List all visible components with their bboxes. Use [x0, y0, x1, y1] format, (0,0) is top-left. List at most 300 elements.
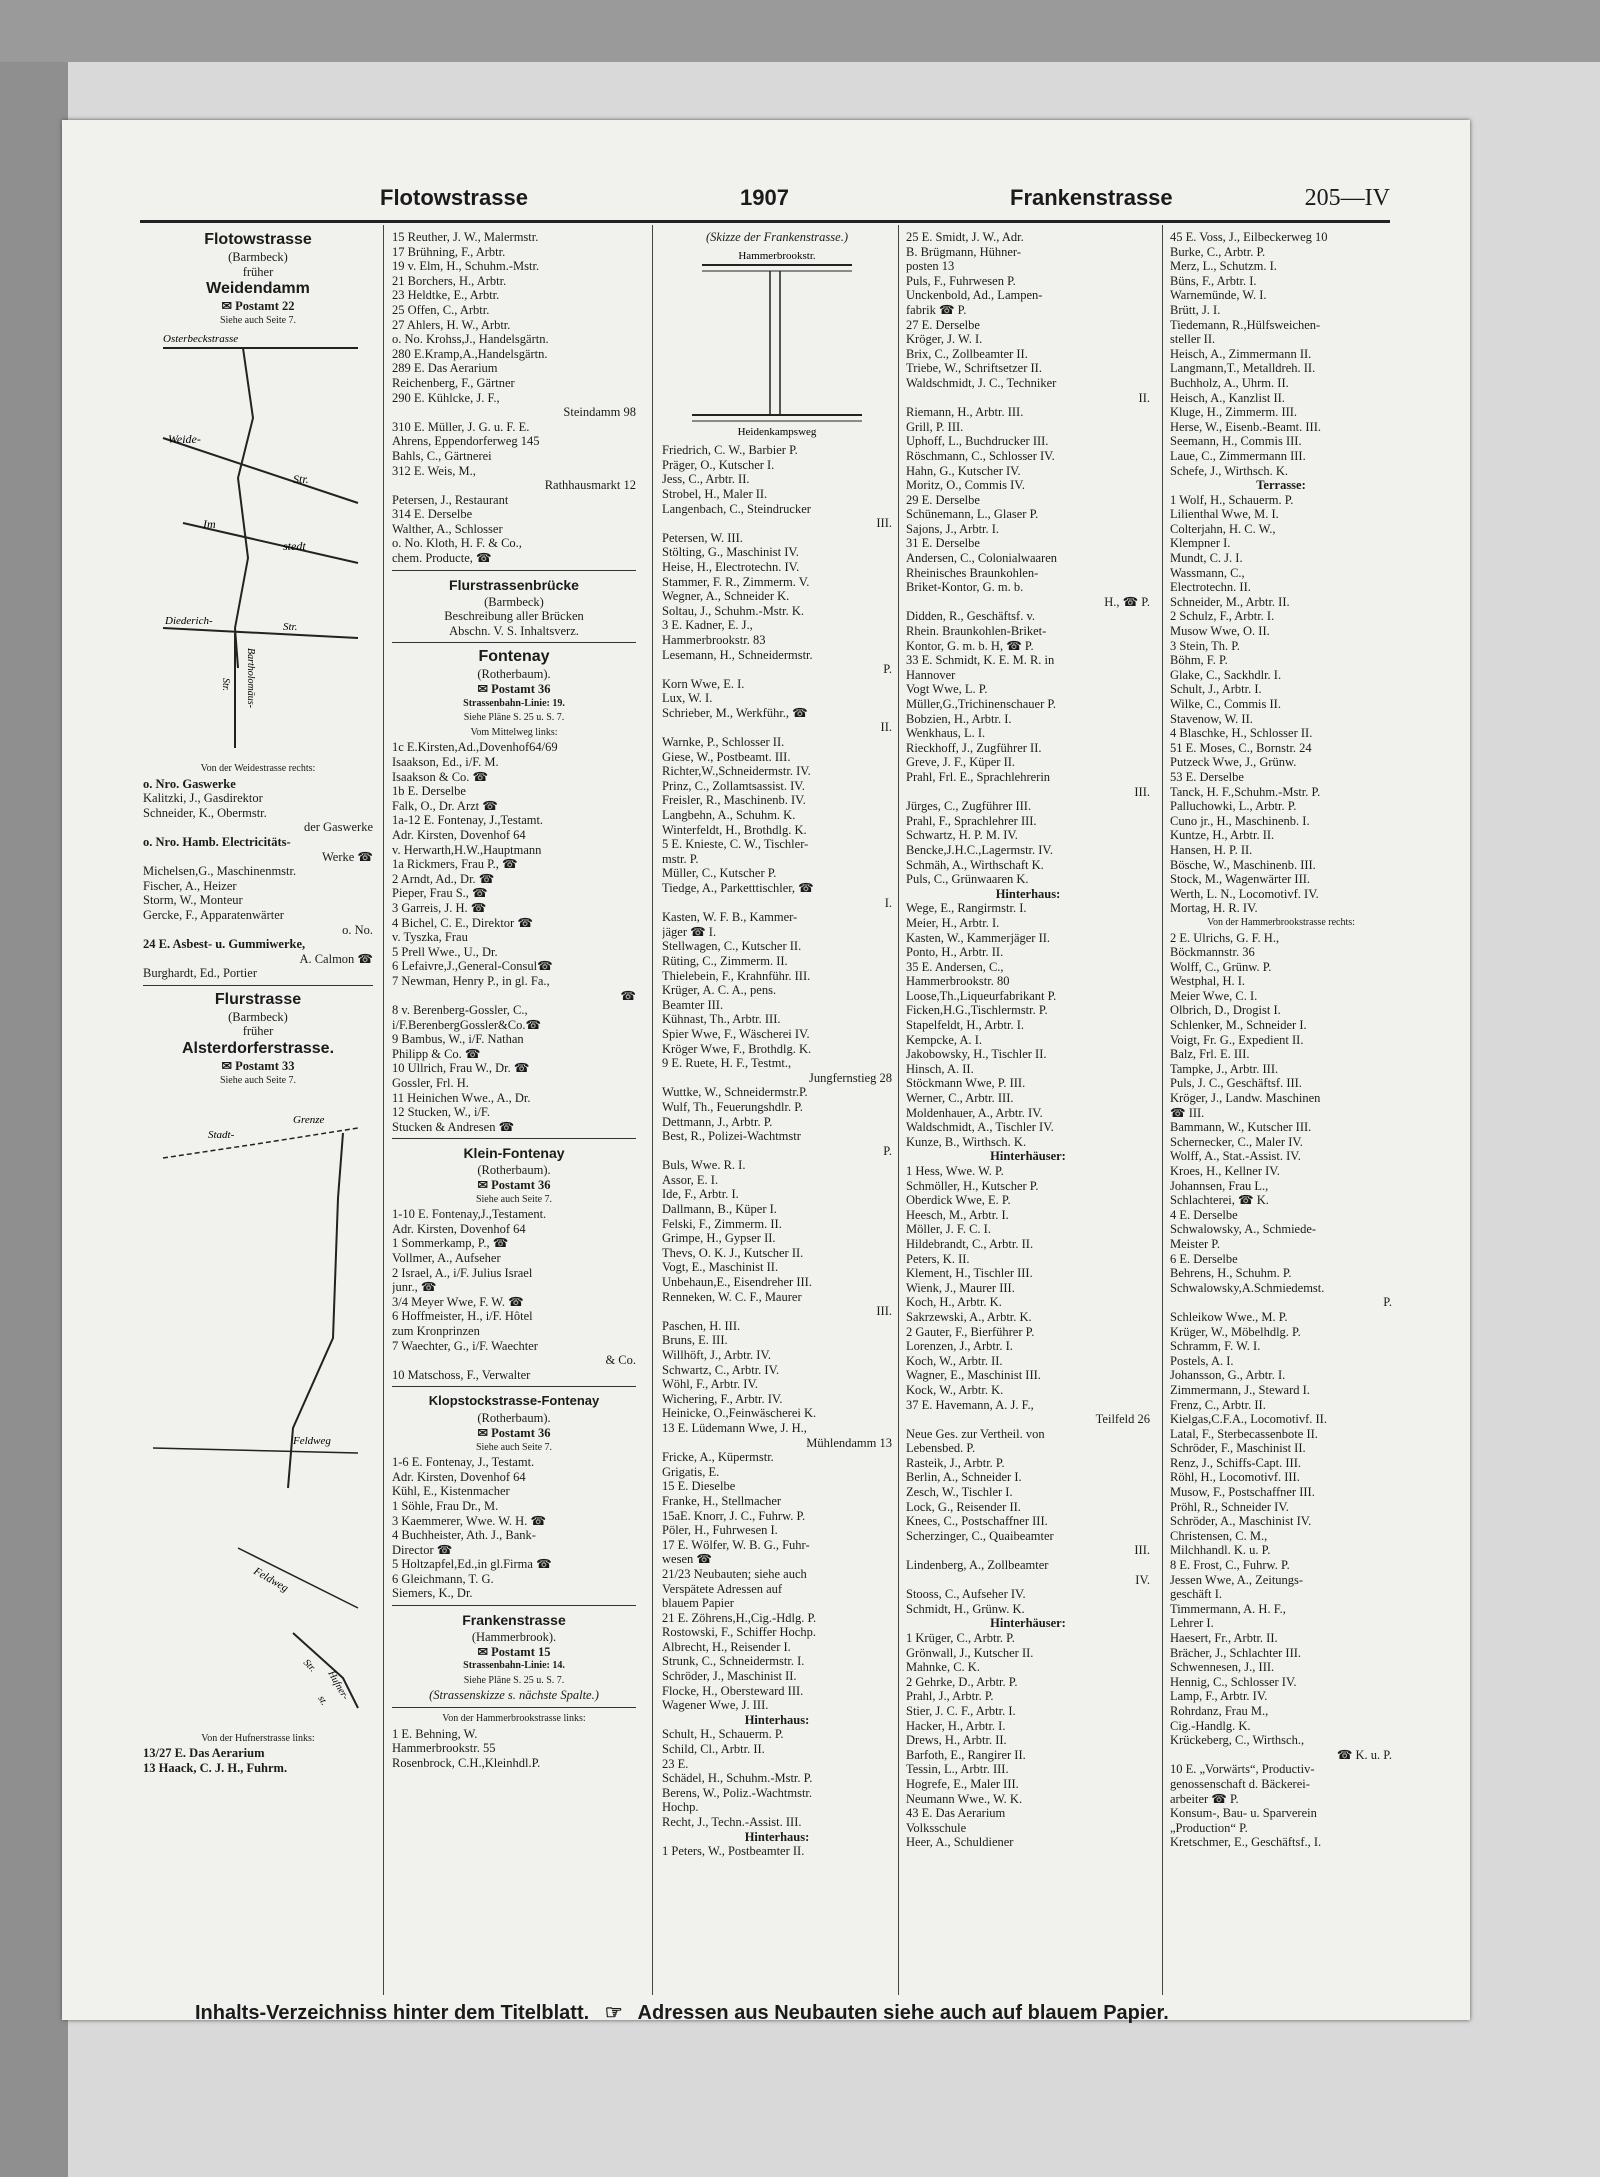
entry: Albrecht, H., Reisender I. [662, 1639, 791, 1654]
entry: Rieckhoff, J., Zugführer II. [906, 740, 1042, 755]
entries-frankenstrasse-cont [906, 230, 1150, 1850]
entry: Langbehn, A., Schuhm. K. [662, 808, 796, 823]
header-year: 1907 [740, 185, 789, 210]
entry: III. [1134, 784, 1150, 799]
entry: Mühlendamm 13 [806, 1435, 892, 1450]
entry: Schmidt, H., Grünw. K. [906, 1601, 1025, 1616]
entry: 6 Hoffmeister, H., i/F. Hôtel [392, 1309, 533, 1324]
entry: Tiedemann, R.,Hülfsweichen- [1170, 317, 1321, 332]
entry: Schmöller, H., Kutscher P. [906, 1178, 1039, 1193]
entry: Wöhl, F., Arbtr. IV. [662, 1377, 758, 1392]
column-4 [906, 230, 1150, 1850]
entry: Haesert, Fr., Arbtr. II. [1170, 1631, 1278, 1645]
entry: v. Tyszka, Frau [392, 930, 468, 945]
entry: II. [1138, 390, 1150, 405]
entry: 11 Heinichen Wwe., A., Dr. [392, 1090, 531, 1105]
entry: 1c E.Kirsten,Ad.,Dovenhof64/69 [392, 740, 558, 755]
entry: Böhm, F. P. [1170, 653, 1228, 668]
entry: 24 E. Asbest- u. Gummiwerke, [143, 937, 306, 952]
entry: Franke, H., Stellmacher [662, 1493, 782, 1508]
entry: Puls, C., Grünwaaren K. [906, 872, 1029, 887]
entry: Jess, C., Arbtr. II. [662, 472, 750, 487]
entry: 9 Bambus, W., i/F. Nathan [392, 1032, 524, 1047]
map-label: Grenze [293, 1114, 325, 1127]
entry: blauem Papier [662, 1596, 734, 1611]
postamt: ✉ Postamt 15 [477, 1644, 551, 1659]
entry: Kröger, J. W. I. [906, 332, 983, 347]
entry: Pieper, Frau S., ☎ [392, 886, 488, 901]
entry: Isaakson, Ed., i/F. M. [392, 755, 499, 769]
entry: Teilfeld 26 [1095, 1412, 1150, 1427]
entry: Kühl, E., Kistenmacher [392, 1484, 510, 1499]
entry: Heisch, A., Zimmermann II. [1170, 346, 1312, 361]
entry: Heinicke, O.,Feinwäscherei K. [662, 1406, 817, 1421]
entry: 12 Stucken, W., i/F. [392, 1105, 490, 1120]
entry: 2 Gauter, F., Bierführer P. [906, 1324, 1035, 1339]
entry: Rasteik, J., Arbtr. P. [906, 1455, 1005, 1470]
entry: 51 E. Moses, C., Bornstr. 24 [1170, 740, 1312, 755]
district: (Hammerbrook). [471, 1630, 557, 1645]
entry: i/F.BerenbergGossler&Co.☎ [392, 1017, 542, 1032]
entry: Voigt, Fr. G., Expedient II. [1170, 1032, 1304, 1047]
entry: Lindenberg, A., Zollbeamter [906, 1558, 1049, 1573]
entry: steller II. [1170, 332, 1216, 347]
entry: Schwalowsky,A.Schmiedemst. [1170, 1280, 1325, 1295]
entry: Meier Wwe, C. I. [1170, 988, 1258, 1003]
entry: Prahl, J., Arbtr. P. [906, 1689, 994, 1704]
entry: Ide, F., Arbtr. I. [662, 1187, 739, 1202]
entry: 1b E. Derselbe [392, 784, 466, 799]
entry: 2 Israel, A., i/F. Julius Israel [392, 1265, 533, 1280]
entry: o. Nro. Hamb. Electricitäts- [143, 834, 291, 849]
entry: Rathhausmarkt 12 [544, 478, 636, 493]
entry: 5 Prell Wwe., U., Dr. [392, 944, 498, 959]
entry: 23 Heldtke, E., Arbtr. [392, 288, 500, 303]
entry: Michelsen,G., Maschinenmstr. [143, 864, 297, 879]
entry: Schramm, F. W. I. [1170, 1339, 1261, 1354]
entry: Schleikow Wwe., M. P. [1170, 1309, 1288, 1324]
entry: 1 Krüger, C., Arbtr. P. [906, 1631, 1015, 1645]
entry: 2 E. Ulrichs, G. F. H., [1170, 930, 1280, 945]
entry: Heer, A., Schuldiener [906, 1835, 1014, 1850]
sketch-note: (Strassenskizze s. nächste Spalte.) [429, 1688, 599, 1703]
entry: Zesch, W., Tischler I. [906, 1485, 1013, 1500]
entry: Giese, W., Postbeamt. III. [662, 749, 791, 764]
entry: Waldschmidt, J. C., Techniker [906, 375, 1057, 390]
entry: Langmann,T., Metalldreh. II. [1170, 361, 1316, 376]
entry: 13 E. Lüdemann Wwe, J. H., [662, 1420, 807, 1435]
entry: Wichering, F., Arbtr. IV. [662, 1391, 783, 1406]
entry: 2 Arndt, Ad., Dr. ☎ [392, 871, 495, 886]
entry: Paschen, H. III. [662, 1318, 741, 1333]
subsection-heading: Hinterhäuser: [990, 1149, 1066, 1164]
entry: 6 Lefaivre,J.,General-Consul☎ [392, 959, 553, 974]
entry: 27 E. Derselbe [906, 317, 980, 332]
section-rule [392, 1386, 636, 1387]
entry: Präger, O., Kutscher I. [662, 457, 775, 472]
former-street-name: Weidendamm [206, 280, 310, 298]
entry: 27 Ahlers, H. W., Arbtr. [392, 317, 511, 332]
entry: P. [883, 1143, 892, 1158]
entry: Schmäh, A., Wirthschaft K. [906, 857, 1044, 872]
entry: III. [1134, 1543, 1150, 1558]
entry: Schrieber, M., Werkführ., ☎ [662, 705, 808, 720]
entry: 1 Söhle, Frau Dr., M. [392, 1498, 499, 1513]
entry: Krüger, A. C. A., pens. [662, 983, 777, 998]
district: (Rotherbaum). [477, 667, 551, 682]
entry: o. Nro. Gaswerke [143, 776, 236, 791]
entry: Lux, W. I. [662, 691, 713, 706]
entry: 5 Holtzapfel,Ed.,in gl.Firma ☎ [392, 1557, 552, 1572]
entry: Rostowski, F., Schiffer Hochp. [662, 1625, 816, 1640]
district: (Barmbeck) [228, 1009, 288, 1024]
column-1 [143, 230, 373, 1776]
entry: 289 E. Das Aerarium [392, 361, 498, 376]
page-footer [195, 2000, 1395, 2025]
entry: Schefe, J., Wirthsch. K. [1170, 463, 1288, 478]
entry: Kühnast, Th., Arbtr. III. [662, 1012, 781, 1027]
entry: Herse, W., Eisenb.-Beamt. III. [1170, 419, 1322, 434]
entry: Grimpe, H., Gypser II. [662, 1231, 776, 1246]
entry: Stavenow, W. II. [1170, 711, 1253, 726]
pointing-hand-icon: ☞ [604, 2002, 623, 2024]
entry: Friedrich, C. W., Barbier P. [662, 443, 798, 458]
entry: 1 Wolf, H., Schauerm. P. [1170, 492, 1294, 507]
entry: Klement, H., Tischler III. [906, 1266, 1033, 1281]
entry: Gercke, F., Apparatenwärter [143, 907, 284, 922]
entry: 8 E. Frost, C., Fuhrw. P. [1170, 1558, 1290, 1573]
entry: Christensen, C. M., [1170, 1528, 1268, 1543]
entry: Steindamm 98 [563, 405, 636, 420]
entry: Heisch, A., Kanzlist II. [1170, 390, 1285, 405]
entry: Renz, J., Schiffs-Capt. III. [1170, 1455, 1301, 1470]
entry: Olbrich, D., Drogist I. [1170, 1003, 1281, 1018]
entry: Lorenzen, J., Arbtr. I. [906, 1339, 1013, 1354]
entry: III. [876, 516, 892, 531]
entry: 35 E. Andersen, C., [906, 959, 1004, 974]
entry: 3 Kaemmerer, Wwe. W. H. ☎ [392, 1513, 547, 1528]
entry: Briket-Kontor, G. m. b. [906, 580, 1024, 595]
entry: Brix, C., Zollbeamter II. [906, 346, 1028, 361]
entry: 2 Gehrke, D., Arbtr. P. [906, 1674, 1018, 1689]
entry: Böckmannstr. 36 [1170, 945, 1255, 960]
map-label: Im [203, 517, 216, 532]
formerly-label: früher [242, 264, 274, 279]
entry: Renneken, W. C. F., Maurer [662, 1289, 802, 1304]
entry: Schneider, K., Obermstr. [143, 805, 267, 820]
entry: 21/23 Neubauten; siehe auch [662, 1566, 807, 1581]
entry: Bösche, W., Maschinenb. III. [1170, 857, 1316, 872]
entry: Waldschmidt, A., Tischler IV. [906, 1120, 1054, 1135]
entry: Tampke, J., Arbtr. III. [1170, 1061, 1279, 1076]
entry: zum Kronprinzen [392, 1323, 480, 1338]
entry: Spier Wwe, F., Wäscherei IV. [662, 1026, 810, 1041]
entry: 312 E. Weis, M., [392, 463, 476, 478]
entry: Putzeck Wwe, J., Grünw. [1170, 755, 1297, 770]
entry: Müller, C., Kutscher P. [662, 866, 777, 881]
entry: 15 Reuther, J. W., Malermstr. [392, 230, 539, 244]
entry: Strobel, H., Maler II. [662, 486, 768, 501]
entry: Frenz, C., Arbtr. II. [1170, 1397, 1266, 1412]
entry: Schröder, F., Maschinist II. [1170, 1441, 1306, 1456]
entry: v. Herwarth,H.W.,Hauptmann [392, 842, 542, 857]
subsection-heading: Hinterhaus: [744, 1829, 810, 1844]
entry: Richter,W.,Schneidermstr. IV. [662, 764, 811, 779]
entry: Stellwagen, C., Kutscher II. [662, 939, 802, 954]
entry: Vogt Wwe, L. P. [906, 682, 988, 697]
entry: Isaakson & Co. ☎ [392, 769, 489, 784]
entry: 13/27 E. Das Aerarium [143, 1746, 265, 1761]
entry: Moldenhauer, A., Arbtr. IV. [906, 1105, 1043, 1120]
map-label: Diederich- [165, 615, 213, 628]
entry: Falk, O., Dr. Arzt ☎ [392, 798, 498, 813]
entry: 8 v. Berenberg-Gossler, C., [392, 1003, 528, 1018]
entry: Wuttke, W., Schneidermstr.P. [662, 1085, 808, 1100]
entry: Stöckmann Wwe, P. III. [906, 1076, 1026, 1091]
tram-line: Strassenbahn-Linie: 14. [463, 1660, 565, 1672]
former-street-name: Alsterdorferstrasse. [181, 1040, 335, 1058]
column-3 [662, 230, 892, 1859]
entry: Bencke,J.H.C.,Lagermstr. IV. [906, 842, 1053, 857]
entry: Ahrens, Eppendorferweg 145 [392, 434, 540, 449]
postamt: ✉ Postamt 33 [221, 1059, 295, 1074]
entry: 21 Borchers, H., Arbtr. [392, 273, 507, 288]
map-label: Stadt- [208, 1129, 235, 1142]
entry: Fricke, A., Küpermstr. [662, 1450, 774, 1465]
entry: Sajons, J., Arbtr. I. [906, 521, 1000, 536]
entry: Hochp. [662, 1800, 699, 1815]
entry: Wagener Wwe, J. III. [662, 1698, 769, 1713]
entry: Director ☎ [392, 1542, 453, 1557]
column-2 [392, 230, 636, 1770]
entry: 314 E. Derselbe [392, 507, 473, 522]
section-rule [392, 642, 636, 643]
see-also: Siehe auch Seite 7. [219, 314, 297, 326]
entry: 37 E. Havemann, A. J. F., [906, 1397, 1034, 1412]
entry: P. [1383, 1295, 1392, 1310]
entry: Schneider, M., Arbtr. II. [1170, 594, 1290, 609]
entry: Prinz, C., Zollamtsassist. IV. [662, 778, 805, 793]
entry: Koch, W., Arbtr. II. [906, 1353, 1003, 1368]
entry: Palluchowki, L., Arbtr. P. [1170, 799, 1297, 814]
entry: 9 E. Ruete, H. F., Testmt., [662, 1056, 792, 1071]
entry: Lilienthal Wwe, M. I. [1170, 507, 1279, 522]
entry: 310 E. Müller, J. G. u. F. E. [392, 419, 530, 434]
entry: Neumann Wwe., W. K. [906, 1791, 1023, 1806]
entry: Buls, Wwe. R. I. [662, 1158, 746, 1173]
entry: 3 E. Kadner, E. J., [662, 618, 753, 633]
entry: Wegner, A., Schneider K. [662, 589, 790, 604]
entry: Recht, J., Techn.-Assist. III. [662, 1815, 802, 1829]
formerly-label: früher [242, 1024, 274, 1039]
entry: Petersen, J., Restaurant [392, 492, 509, 507]
entry: Schröder, A., Maschinist IV. [1170, 1514, 1312, 1529]
entry: Drews, H., Arbtr. II. [906, 1733, 1007, 1748]
entry: A. Calmon ☎ [299, 951, 373, 966]
entry: Hahn, G., Kutscher IV. [906, 463, 1021, 478]
entry: Grill, P. III. [906, 419, 964, 434]
see-also: Siehe auch Seite 7. [475, 1441, 553, 1453]
entry: 1a Rickmers, Frau P., ☎ [392, 857, 518, 872]
header-rule [140, 220, 1390, 223]
entry: Wenkhaus, L. I. [906, 726, 986, 741]
map-label: Str. [220, 678, 231, 692]
entry: Unckenbold, Ad., Lampen- [906, 288, 1043, 303]
entry: Petersen, W. III. [662, 530, 743, 545]
entry: Thevs, O. K. J., Kutscher II. [662, 1245, 804, 1260]
street-title: Klopstockstrasse-Fontenay [428, 1393, 600, 1409]
entry: Storm, W., Monteur [143, 893, 243, 908]
column-divider [652, 225, 653, 1995]
entry: Werth, L. N., Locomotivf. IV. [1170, 886, 1319, 901]
street-title: Flotowstrasse [204, 231, 312, 248]
entry: Klempner I. [1170, 536, 1231, 551]
tram-line: Strassenbahn-Linie: 19. [463, 697, 565, 709]
entry: ☎ K. u. P. [1336, 1747, 1392, 1762]
entry: 23 E. [662, 1756, 689, 1771]
entry: o. No. Krohss,J., Handelsgärtn. [392, 332, 549, 347]
entry: Triebe, W., Schriftsetzer II. [906, 361, 1042, 376]
entry: Kluge, H., Zimmerm. III. [1170, 405, 1298, 420]
entry: Strunk, C., Schneidermstr. I. [662, 1654, 805, 1669]
entry: Timmermann, A. H. F., [1170, 1601, 1286, 1616]
entry: Schünemann, L., Glaser P. [906, 507, 1039, 522]
entry: Wulf, Th., Feuerungshdlr. P. [662, 1099, 803, 1114]
entry: Bammann, W., Kutscher III. [1170, 1120, 1312, 1135]
entry: Oberdick Wwe, E. P. [906, 1193, 1011, 1208]
entry: Schernecker, C., Maler IV. [1170, 1134, 1303, 1149]
entry: Kröger, J., Landw. Maschinen [1170, 1091, 1321, 1106]
entry: 2 Schulz, F., Arbtr. I. [1170, 609, 1275, 624]
entry: Colterjahn, H. C. W., [1170, 521, 1276, 536]
map-label: Weide- [168, 432, 201, 447]
entry: Thielebein, F., Krahnführ. III. [662, 968, 811, 983]
entry: Langenbach, C., Steindrucker [662, 501, 811, 516]
scan-border-left [0, 0, 68, 2177]
district: (Rotherbaum). [477, 1163, 551, 1178]
entry: Schwartz, H. P. M. IV. [906, 828, 1018, 843]
street-title: Flurstrasse [214, 990, 302, 1008]
entry: Loose,Th.,Liqueurfabrikant P. [906, 988, 1057, 1003]
section-rule [392, 1605, 636, 1606]
entry: Rheinisches Braunkohlen- [906, 565, 1039, 580]
entry: 1 Hess, Wwe. W. P. [906, 1164, 1004, 1178]
entry: o. No. Kloth, H. F. & Co., [392, 536, 522, 551]
entry: Electrotechn. II. [1170, 580, 1251, 595]
entry: ☎ III. [1170, 1105, 1205, 1120]
entry: Volksschule [906, 1820, 967, 1835]
entry: Lock, G., Reisender II. [906, 1499, 1021, 1514]
entry: & Co. [605, 1353, 636, 1368]
entry: Tanck, H. F.,Schuhm.-Mstr. P. [1170, 784, 1321, 799]
entry: Reichenberg, F., Gärtner [392, 375, 515, 390]
entry: Schlachterei, ☎ K. [1170, 1193, 1269, 1208]
entry: Barfoth, E., Rangirer II. [906, 1747, 1026, 1762]
entry: Best, R., Polizei-Wachtmstr [662, 1129, 801, 1144]
entry: Soltau, J., Schuhm.-Mstr. K. [662, 603, 805, 618]
entry: Hinsch, A. II. [906, 1061, 974, 1076]
section-rule [392, 570, 636, 571]
entry: Verspätete Adressen auf [662, 1581, 783, 1596]
entry: Müller,G.,Trichinenschauer P. [906, 697, 1057, 711]
entry: 290 E. Kühlcke, J. F., [392, 390, 500, 405]
entry: 25 Offen, C., Arbtr. [392, 302, 490, 317]
entry: Ficken,H.G.,Tischlermstr. P. [906, 1003, 1048, 1018]
entry: Postels, A. I. [1170, 1353, 1234, 1368]
entry: Wassmann, C., [1170, 565, 1245, 580]
entry: IV. [1135, 1572, 1150, 1587]
entry: Freisler, R., Maschinenb. IV. [662, 793, 806, 808]
entry: 3/4 Meyer Wwe, F. W. ☎ [392, 1294, 524, 1309]
entries-frankenstrasse-cont [662, 443, 892, 1859]
entry: Willhöft, J., Arbtr. IV. [662, 1348, 771, 1362]
entry: Seemann, H., Commis III. [1170, 434, 1302, 449]
entry: Büns, F., Arbtr. I. [1170, 273, 1257, 288]
street-title: Klein-Fontenay [463, 1145, 565, 1162]
see-also: Siehe Pläne S. 25 u. S. 7. [463, 712, 565, 724]
entry: Mundt, C. J. I. [1170, 551, 1243, 566]
entry: „Production“ P. [1170, 1820, 1248, 1835]
entry: Röhl, H., Locomotivf. III. [1170, 1470, 1300, 1485]
postamt: ✉ Postamt 36 [477, 682, 551, 697]
entry: Meister P. [1170, 1236, 1220, 1251]
entry: Bruns, E. III. [662, 1333, 728, 1348]
entry: Adr. Kirsten, Dovenhof 64 [392, 1469, 526, 1484]
entry: Milchhandl. K. u. P. [1170, 1543, 1271, 1558]
entry: Krüger, W., Möbelhdlg. P. [1170, 1324, 1301, 1339]
entry: Lesemann, H., Schneidermstr. [662, 647, 813, 662]
entry: Merz, L., Schutzm. I. [1170, 259, 1277, 274]
entry: Meier, H., Arbtr. I. [906, 915, 1000, 930]
entry: wesen ☎ [662, 1552, 712, 1567]
entry: Stock, M., Wagenwärter III. [1170, 872, 1311, 887]
district: (Barmbeck) [484, 594, 544, 609]
entry: Hammerbrookstr. 83 [662, 632, 766, 647]
subsection-heading: Hinterhaus: [744, 1712, 810, 1727]
subsection-heading: Terrasse: [1256, 478, 1306, 493]
entry: 5 E. Knieste, C. W., Tischler- [662, 837, 809, 852]
entry: 1 Peters, W., Postbeamter II. [662, 1844, 805, 1859]
entry: Philipp & Co. ☎ [392, 1046, 481, 1061]
entry: Peters, K. II. [906, 1251, 970, 1266]
entry: Hogrefe, E., Maler III. [906, 1776, 1019, 1791]
entry: mstr. P. [662, 851, 699, 866]
street-title: Frankenstrasse [462, 1612, 566, 1629]
see-also: Siehe auch Seite 7. [219, 1074, 297, 1086]
entry: Rüting, C., Zimmerm. II. [662, 953, 788, 968]
entry: Kock, W., Arbtr. K. [906, 1382, 1004, 1397]
entry: 6 E. Derselbe [1170, 1251, 1238, 1266]
entry: Uphoff, L., Buchdrucker III. [906, 434, 1049, 449]
map-label: Feldweg [251, 1565, 291, 1595]
entry: Korn Wwe, E. I. [662, 676, 745, 691]
postamt: ✉ Postamt 36 [477, 1425, 551, 1440]
entry: Dettmann, J., Arbtr. P. [662, 1114, 773, 1129]
entry: 1a-12 E. Fontenay, J.,Testamt. [392, 813, 544, 828]
map-label: Hufner- [325, 1669, 351, 1703]
entry: Westphal, H. I. [1170, 974, 1246, 989]
entry: Kroes, H., Kellner IV. [1170, 1164, 1280, 1178]
entry: Stucken & Andresen ☎ [392, 1119, 515, 1134]
entry: 4 Bichel, C. E., Direktor ☎ [392, 915, 533, 930]
direction-note: Von der Hufnerstrasse links: [201, 1732, 315, 1744]
entry: 7 Waechter, G., i/F. Waechter [392, 1338, 538, 1353]
entry: Jessen Wwe, A., Zeitungs- [1170, 1572, 1304, 1587]
map-label: Hammerbrookstr. [738, 249, 816, 262]
entry: Warnemünde, W. I. [1170, 288, 1267, 303]
entry: Flocke, H., Obersteward III. [662, 1683, 804, 1698]
entry: Musow, F., Postschaffner III. [1170, 1485, 1315, 1500]
